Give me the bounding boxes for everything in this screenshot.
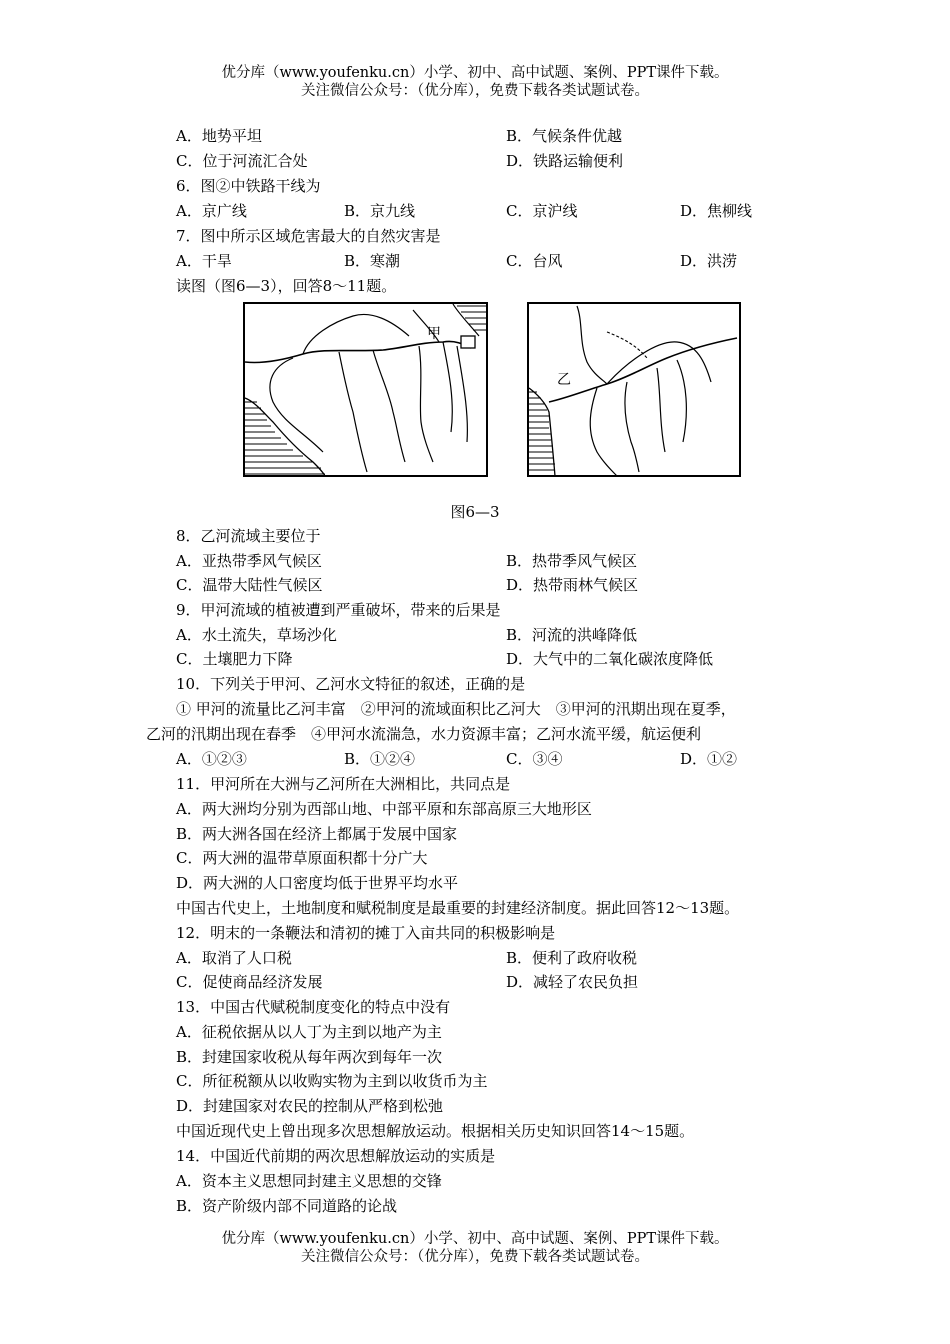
q13-option-c: C．所征税额从以收购实物为主到以收货币为主 [176,1072,488,1090]
header-line-1: 优分库（www.youfenku.cn）小学、初中、高中试题、案例、PPT课件下载。 [221,65,729,81]
map-jia-river [243,302,489,478]
q8-option-d: D．热带雨林气候区 [506,576,639,594]
figure-caption: 图6—3 [450,503,500,521]
q10-stem: 10．下列关于甲河、乙河水文特征的叙述，正确的是 [176,675,526,693]
q13-option-b: B．封建国家收税从每年两次到每年一次 [176,1048,443,1066]
q6-option-d: D．焦柳线 [680,202,753,220]
q11-option-c: C．两大洲的温带草原面积都十分广大 [176,849,428,867]
q6-option-b: B．京九线 [344,202,416,220]
q12-option-b: B．便利了政府收税 [506,949,638,967]
q9-option-c: C．土壤肥力下降 [176,650,293,668]
map-label-jia: 甲 [427,326,441,342]
q7-option-a: A．干旱 [176,252,232,270]
intro-14-15: 中国近现代史上曾出现多次思想解放运动。根据相关历史知识回答14～15题。 [176,1122,695,1140]
q7-option-b: B．寒潮 [344,252,401,270]
q8-option-a: A．亚热带季风气候区 [176,552,322,570]
q13-option-a: A．征税依据从以人丁为主到以地产为主 [176,1023,442,1041]
intro-12-13: 中国古代史上，土地制度和赋税制度是最重要的封建经济制度。据此回答12～13题。 [176,899,740,917]
q12-option-a: A．取消了人口税 [176,949,292,967]
q11-option-d: D．两大洲的人口密度均低于世界平均水平 [176,874,459,892]
q10-option-c: C．③④ [506,750,563,768]
q10-option-d: D．①② [680,750,738,768]
q5-option-b: B．气候条件优越 [506,127,623,145]
q14-stem: 14．中国近代前期的两次思想解放运动的实质是 [176,1147,496,1165]
q13-stem: 13．中国古代赋税制度变化的特点中没有 [176,998,451,1016]
q8-stem: 8．乙河流域主要位于 [176,527,321,545]
q9-option-b: B．河流的洪峰降低 [506,626,638,644]
q6-option-a: A．京广线 [176,202,247,220]
q10-statements-1: ① 甲河的流量比乙河丰富 ②甲河的流域面积比乙河大 ③甲河的汛期出现在夏季， [176,700,736,718]
q7-stem: 7．图中所示区域危害最大的自然灾害是 [176,227,441,245]
q10-statements-2: 乙河的汛期出现在春季 ④甲河水流湍急，水力资源丰富；乙河水流平缓，航运便利 [146,725,702,743]
q11-option-b: B．两大洲各国在经济上都属于发展中国家 [176,825,458,843]
q13-option-d: D．封建国家对农民的控制从严格到松弛 [176,1097,444,1115]
q11-option-a: A．两大洲均分别为西部山地、中部平原和东部高原三大地形区 [176,800,592,818]
q5-option-a: A．地势平坦 [176,127,262,145]
map-label-yi: 乙 [557,372,571,388]
q7-option-c: C．台风 [506,252,563,270]
q6-option-c: C．京沪线 [506,202,578,220]
q11-stem: 11．甲河所在大洲与乙河所在大洲相比，共同点是 [176,775,511,793]
q9-option-d: D．大气中的二氧化碳浓度降低 [506,650,714,668]
q12-option-d: D．减轻了农民负担 [506,973,639,991]
q9-option-a: A．水土流失，草场沙化 [176,626,337,644]
q10-option-a: A．①②③ [176,750,247,768]
q6-stem: 6．图②中铁路干线为 [176,177,321,195]
map-yi-river [527,302,741,478]
header-line-2: 关注微信公众号：（优分库），免费下载各类试题试卷。 [301,83,649,99]
q7-option-d: D．洪涝 [680,252,738,270]
q9-stem: 9．甲河流域的植被遭到严重破坏，带来的后果是 [176,601,501,619]
q5-option-d: D．铁路运输便利 [506,152,624,170]
intro-8-11: 读图（图6—3），回答8～11题。 [176,277,397,295]
q14-option-a: A．资本主义思想同封建主义思想的交锋 [176,1172,442,1190]
footer-line-1: 优分库（www.youfenku.cn）小学、初中、高中试题、案例、PPT课件下载。 [221,1231,729,1247]
q5-option-c: C．位于河流汇合处 [176,152,308,170]
footer-line-2: 关注微信公众号：（优分库），免费下载各类试题试卷。 [301,1249,649,1265]
q8-option-b: B．热带季风气候区 [506,552,638,570]
q12-option-c: C．促使商品经济发展 [176,973,323,991]
q8-option-c: C．温带大陆性气候区 [176,576,323,594]
q12-stem: 12．明末的一条鞭法和清初的摊丁入亩共同的积极影响是 [176,924,556,942]
q14-option-b: B．资产阶级内部不同道路的论战 [176,1197,398,1215]
q10-option-b: B．①②④ [344,750,416,768]
